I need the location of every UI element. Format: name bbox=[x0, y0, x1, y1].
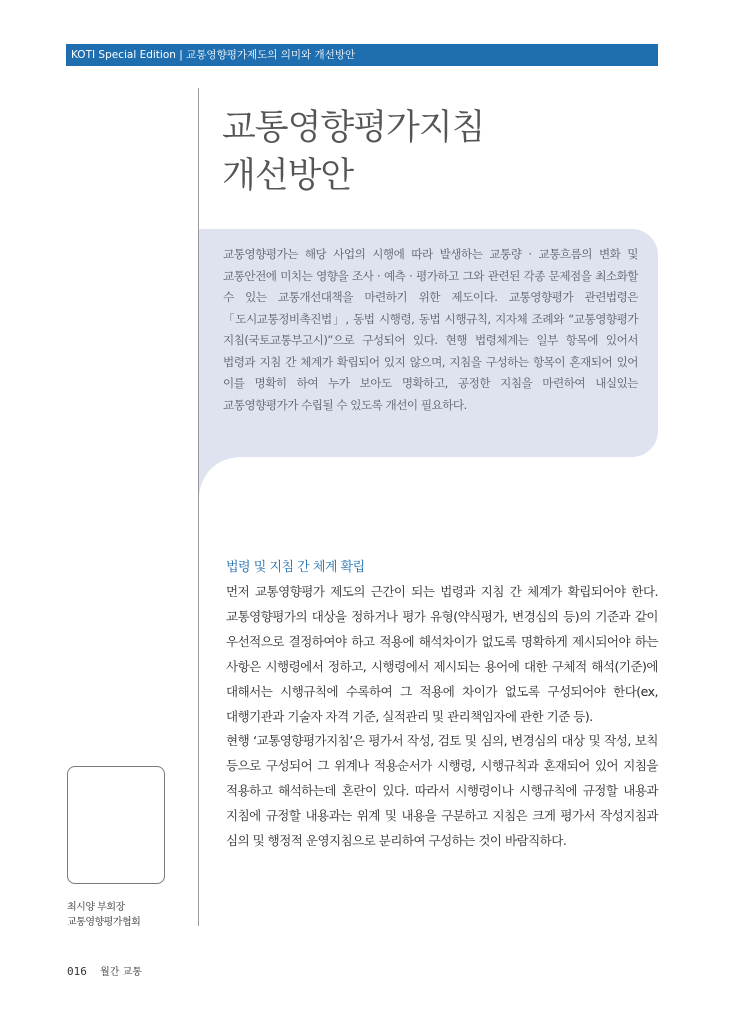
article-body bbox=[226, 580, 658, 854]
header-bar bbox=[66, 44, 658, 66]
article-title-line1: 교통영향평가지침 bbox=[222, 108, 485, 148]
body-paragraph-2: 현행 ‘교통영향평가지침’은 평가서 작성, 검토 및 심의, 변경심의 대상 및 작성, 보칙 등으로 구성되어 그 위계나 적용순서가 시행령, 시행규칙과 혼재되어 있어 지침을 적용하고 해석하는데 혼란이 있다. 따라서 시행령이나 시행규칙에 규정할 내용과 지침에 규정할 내용과는 위계 및 내용을 구분하고 지침은 크게 평가서 작성지침과 심의 및 행정적 운영지침으로 분리하여 구성하는 것이 바람직하다. bbox=[226, 733, 658, 849]
page-number: 016 bbox=[67, 965, 87, 978]
author-name-title: 최시양 부회장 bbox=[67, 902, 125, 913]
abstract-text: 교통영향평가는 해당 사업의 시행에 따라 발생하는 교통량 · 교통흐름의 변화 및 교통안전에 미치는 영향을 조사 · 예측 · 평가하고 그와 관련된 각종 문제점을 최소화할 수 있는 교통개선대책을 마련하기 위한 제도이다. 교통영향평가 관련법령은 「도시교통정비촉진법」, 동법 시행령, 동법 시행규칙, 지자체 조례와 “교통영향평가 지침(국토교통부고시)”으로 구성되어 있다. 현행 법령체계는 일부 항목에 있어서 법령과 지침 간 체계가 확립되어 있지 않으며, 지침을 구성하는 항목이 혼재되어 있어 이를 명확히 하여 누가 보아도 명확하고, 공정한 지침을 마련하여 내실있는 교통영향평가가 수립될 수 있도록 개선이 필요하다. bbox=[223, 247, 638, 412]
author-info bbox=[67, 900, 140, 930]
article-title bbox=[222, 104, 642, 200]
author-photo-placeholder bbox=[67, 766, 165, 884]
article-title-line2: 개선방안 bbox=[222, 156, 354, 196]
header-bar-text: KOTI Special Edition | 교통영향평가제도의 의미와 개선방안 bbox=[71, 49, 356, 61]
body-paragraph-1: 먼저 교통영향평가 제도의 근간이 되는 법령과 지침 간 체계가 확립되어야 한다. 교통영향평가의 대상을 정하거나 평가 유형(약식평가, 변경심의 등)의 기준과 같이 우선적으로 결정하여야 하고 적용에 해석차이가 없도록 명확하게 제시되어야 하는 사항은 시행령에서 정하고, 시행령에서 제시되는 용어에 대한 구체적 해석(기준)에 대해서는 시행규칙에 수록하여 그 적용에 차이가 없도록 구성되어야 한다(ex, 대행기관과 기술자 자격 기준, 실적관리 및 관리책임자에 관한 기준 등). bbox=[226, 584, 658, 724]
author-organization: 교통영향평가협회 bbox=[67, 917, 141, 928]
page-footer bbox=[67, 963, 142, 978]
publication-name: 월간 교통 bbox=[100, 967, 142, 978]
vertical-divider bbox=[198, 88, 199, 926]
abstract-box-tail bbox=[199, 457, 243, 497]
abstract-box bbox=[199, 229, 658, 457]
section-heading: 법령 및 지침 간 체계 확립 bbox=[226, 560, 365, 575]
